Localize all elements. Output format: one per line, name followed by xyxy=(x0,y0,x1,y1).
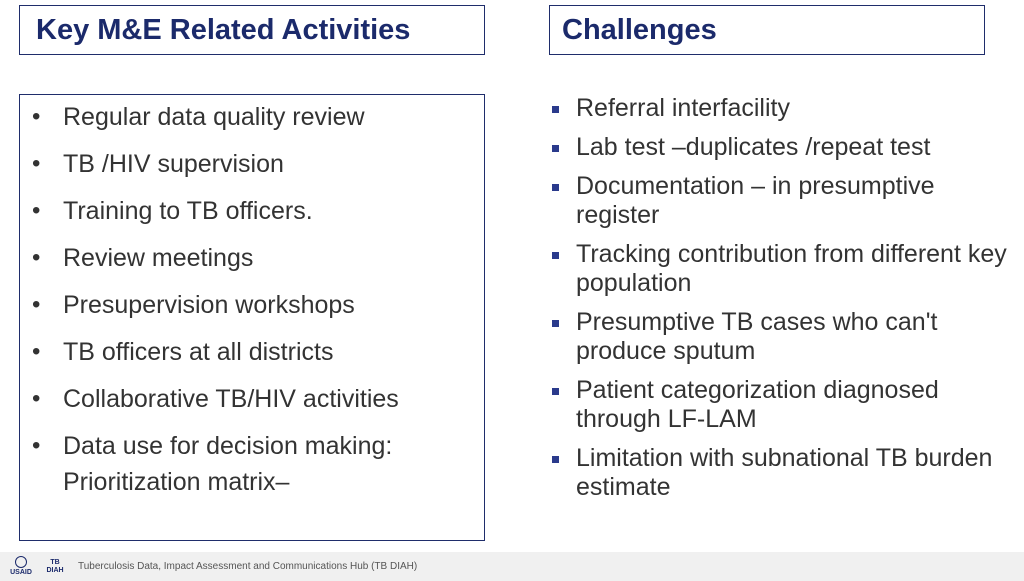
right-title-text: Challenges xyxy=(562,13,717,46)
list-item: • Training to TB officers. xyxy=(32,193,474,229)
bullet-icon: • xyxy=(32,103,41,130)
square-bullet-icon xyxy=(552,320,559,327)
list-item: • TB /HIV supervision xyxy=(32,146,474,182)
activities-list xyxy=(32,99,474,511)
list-item: • Presupervision workshops xyxy=(32,287,474,323)
square-bullet-icon xyxy=(552,388,559,395)
bullet-icon: • xyxy=(32,432,41,459)
square-bullet-icon xyxy=(552,184,559,191)
list-item: • Regular data quality review xyxy=(32,99,474,135)
square-bullet-icon xyxy=(552,106,559,113)
list-item: • Collaborative TB/HIV activities xyxy=(32,381,474,417)
list-item: • Data use for decision making: Prioritization matrix– xyxy=(32,428,474,500)
footer-text: Tuberculosis Data, Impact Assessment and Communications Hub (TB DIAH) xyxy=(78,561,418,572)
list-item: • TB officers at all districts xyxy=(32,334,474,370)
bullet-icon: • xyxy=(32,338,41,365)
list-item: Lab test –duplicates /repeat test xyxy=(552,133,1012,162)
tbdiah-logo-text: TB DIAH xyxy=(46,558,64,574)
list-item: Presumptive TB cases who can't produce sputum xyxy=(552,308,1012,366)
list-item: Patient categorization diagnosed through LF-LAM xyxy=(552,376,1012,434)
usaid-logo-text: USAID xyxy=(10,569,32,576)
usaid-logo xyxy=(6,556,36,577)
activities-panel xyxy=(19,94,485,541)
square-bullet-icon xyxy=(552,252,559,259)
tbdiah-logo xyxy=(44,559,66,575)
list-item: Documentation – in presumptive register xyxy=(552,172,1012,230)
bullet-icon: • xyxy=(32,197,41,224)
list-item: Limitation with subnational TB burden estimate xyxy=(552,444,1012,502)
usaid-seal-icon xyxy=(15,556,27,568)
challenges-list xyxy=(552,94,1012,512)
bullet-icon: • xyxy=(32,385,41,412)
list-item: Tracking contribution from different key population xyxy=(552,240,1012,298)
right-title xyxy=(549,5,985,55)
square-bullet-icon xyxy=(552,145,559,152)
footer xyxy=(0,552,1024,581)
left-title xyxy=(19,5,485,55)
left-title-text: Key M&E Related Activities xyxy=(36,13,411,46)
bullet-icon: • xyxy=(32,291,41,318)
bullet-icon: • xyxy=(32,150,41,177)
square-bullet-icon xyxy=(552,456,559,463)
bullet-icon: • xyxy=(32,244,41,271)
list-item: Referral interfacility xyxy=(552,94,1012,123)
list-item: • Review meetings xyxy=(32,240,474,276)
